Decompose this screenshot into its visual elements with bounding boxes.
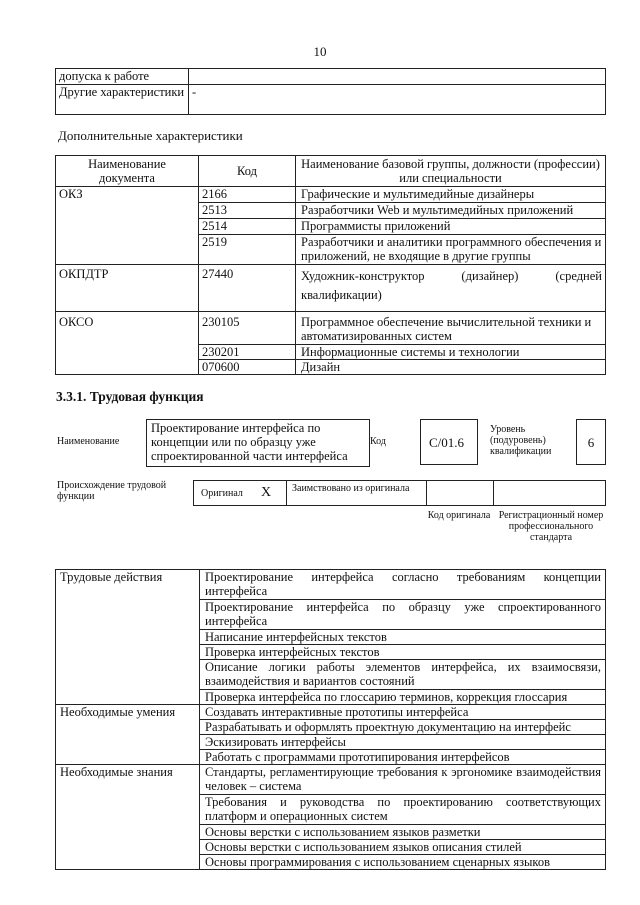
page-number: 10 [313, 44, 327, 59]
name-cell: Разработчики и аналитики программного обеспечения и приложений, не входящие в другие группы [296, 235, 606, 265]
function-details-table [55, 569, 606, 870]
detail-item: Создавать интерактивные прототипы интерфейса [200, 705, 606, 720]
table-header-row [56, 156, 606, 187]
detail-item: Основы верстки с использованием языков разметки [200, 825, 606, 840]
row-label: Другие характеристики [56, 85, 189, 115]
row-label: допуска к работе [56, 69, 189, 85]
additional-heading: Дополнительные характеристики [58, 128, 243, 143]
code-cell: 2513 [199, 203, 296, 219]
divider [493, 480, 494, 506]
header-code: Код [199, 156, 296, 187]
admission-table [55, 68, 606, 115]
detail-item: Описание логики работы элементов интерфейса, их взаимосвязи, взаимодействия и вариантов состояний [200, 660, 606, 690]
reg-number-label: Регистрационный номер профессионального стандарта [498, 510, 604, 543]
section-heading: 3.3.1. Трудовая функция [56, 389, 204, 404]
doc-cell: ОКЗ [56, 187, 199, 265]
borrowed-label: Заимствовано из оригинала [292, 483, 410, 494]
row-value: - [189, 85, 606, 115]
doc-cell: ОКСО [56, 312, 199, 375]
origin-box [193, 480, 606, 506]
code-cell: 2166 [199, 187, 296, 203]
origin-label: Происхождение трудовой функции [57, 480, 167, 502]
name-cell: Программисты приложений [296, 219, 606, 235]
code-cell: 2519 [199, 235, 296, 265]
detail-item: Основы программирования с использованием сценарных языков [200, 855, 606, 870]
detail-item: Проектирование интерфейса согласно требованиям концепции интерфейса [200, 570, 606, 600]
detail-item: Требования и руководства по проектированию соответствующих платформ и операционных систем [200, 795, 606, 825]
level-value: 6 [576, 419, 606, 465]
function-name-label: Наименование [57, 436, 120, 447]
code-cell: 230201 [199, 345, 296, 360]
table-row [56, 69, 606, 85]
table-row [56, 705, 606, 720]
group-label-actions: Трудовые действия [56, 570, 200, 705]
detail-item: Работать с программами прототипирования интерфейсов [200, 750, 606, 765]
name-cell: Разработчики Web и мультимедийных приложений [296, 203, 606, 219]
divider [426, 480, 427, 506]
table-row [56, 85, 606, 115]
group-label-skills: Необходимые умения [56, 705, 200, 765]
header-name: Наименование базовой группы, должности (профессии) или специальности [296, 156, 606, 187]
code-original-label: Код оригинала [427, 510, 491, 521]
table-row [56, 570, 606, 600]
code-cell: 2514 [199, 219, 296, 235]
level-label: Уровень (подуровень) квалификации [490, 424, 552, 457]
detail-item: Стандарты, регламентирующие требования к эргономике взаимодействия человек – система [200, 765, 606, 795]
code-cell: 27440 [199, 265, 296, 312]
row-value [189, 69, 606, 85]
detail-item: Эскизировать интерфейсы [200, 735, 606, 750]
code-label: Код [370, 436, 386, 447]
function-name-value: Проектирование интерфейса по концепции или по образцу уже спроектированной части интерфейса [146, 419, 370, 467]
code-cell: 230105 [199, 312, 296, 345]
detail-item: Проверка интерфейса по глоссарию терминов, коррекция глоссария [200, 690, 606, 705]
table-row [56, 187, 606, 203]
divider [286, 480, 287, 506]
table-row [56, 312, 606, 345]
original-label: Оригинал [201, 488, 243, 499]
name-cell: Художник-конструктор (дизайнер) (средней квалификации) [296, 265, 606, 312]
table-row [56, 265, 606, 312]
name-cell: Программное обеспечение вычислительной техники и автоматизированных систем [296, 312, 606, 345]
table-row [56, 765, 606, 795]
doc-cell: ОКПДТР [56, 265, 199, 312]
code-value: C/01.6 [420, 419, 478, 465]
group-label-knowledge: Необходимые знания [56, 765, 200, 870]
additional-characteristics-table [55, 155, 606, 375]
name-cell: Информационные системы и технологии [296, 345, 606, 360]
original-mark: X [261, 485, 272, 500]
name-cell: Графические и мультимедийные дизайнеры [296, 187, 606, 203]
detail-item: Основы верстки с использованием языков описания стилей [200, 840, 606, 855]
detail-item: Проектирование интерфейса по образцу уже спроектированного интерфейса [200, 600, 606, 630]
name-cell: Дизайн [296, 360, 606, 375]
detail-item: Проверка интерфейсных текстов [200, 645, 606, 660]
detail-item: Разрабатывать и оформлять проектную документацию на интерфейс [200, 720, 606, 735]
code-cell: 070600 [199, 360, 296, 375]
detail-item: Написание интерфейсных текстов [200, 630, 606, 645]
header-doc: Наименование документа [56, 156, 199, 187]
